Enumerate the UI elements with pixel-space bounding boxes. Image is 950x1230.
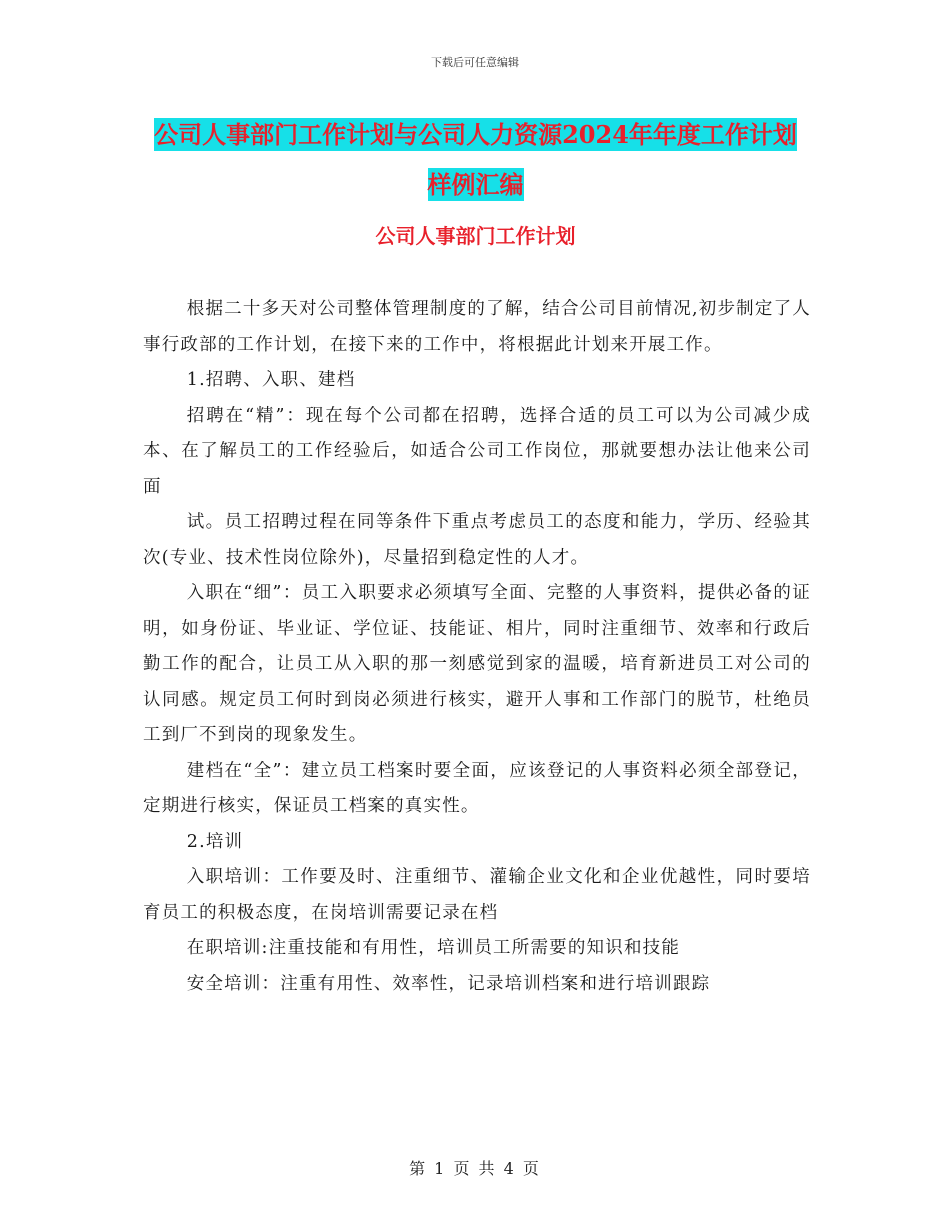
paragraph-safety-training: 安全培训：注重有用性、效率性，记录培训档案和进行培训跟踪 [186, 973, 711, 994]
heading-training: 2.培训 [186, 831, 244, 852]
paragraph-filing: 建档在“全”：建立员工档案时要全面，应该登记的人事资料必须全部登记，定期进行核实，保证员工档案的真实性。 [143, 760, 811, 816]
section-title: 公司人事部门工作计划 [375, 224, 576, 248]
header-note: 下载后可任意编辑 [431, 56, 519, 69]
paragraph-onboarding: 入职在“细”：员工入职要求必须填写全面、完整的人事资料，提供必备的证明，如身份证、毕业证、学位证、技能证、相片，同时注重细节、效率和行政后勤工作的配合，让员工从入职的那一刻感觉到家的温暖，培育新进员工对公司的认同感。规定员工何时到岗必须进行核实，避开人事和工作部门的脱节，杜绝员工到厂不到岗的现象发生。 [143, 583, 811, 745]
paragraph-interview: 试。员工招聘过程在同等条件下重点考虑员工的态度和能力，学历、经验其次(专业、技术性岗位除外)，尽量招到稳定性的人才。 [143, 512, 811, 568]
paragraph-on-job-training: 在职培训:注重技能和有用性，培训员工所需要的知识和技能 [186, 938, 681, 958]
paragraph-recruitment: 招聘在“精”：现在每个公司都在招聘，选择合适的员工可以为公司减少成本、在了解员工的工作经验后，如适合公司工作岗位，那就要想办法让他来公司面 [143, 405, 811, 497]
page-number: 第 1 页 共 4 页 [409, 1159, 541, 1178]
body-text [143, 292, 811, 1002]
document-title-text: 公司人事部门工作计划与公司人力资源2024年年度工作计划样例汇编 [154, 120, 797, 199]
paragraph-intro: 根据二十多天对公司整体管理制度的了解，结合公司目前情况,初步制定了人事行政部的工作计划，在接下来的工作中，将根据此计划来开展工作。 [143, 299, 811, 355]
heading-recruitment: 1.招聘、入职、建档 [186, 370, 356, 390]
paragraph-induction-training: 入职培训：工作要及时、注重细节、灌输企业文化和企业优越性，同时要培育员工的积极态度，在岗培训需要记录在档 [143, 867, 811, 923]
document-title [143, 110, 808, 210]
